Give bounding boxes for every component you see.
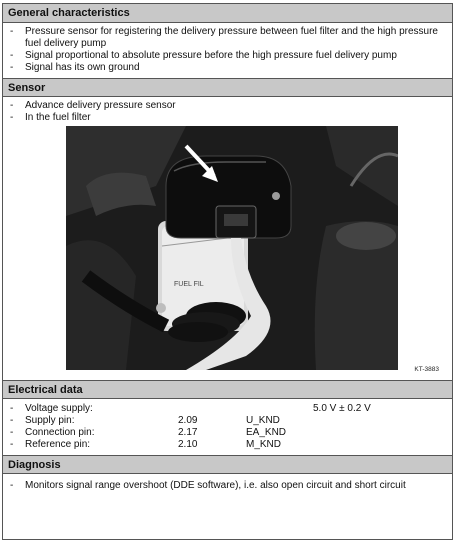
fuel-filter-illustration <box>66 126 398 370</box>
electrical-row <box>8 403 447 415</box>
electrical-row <box>8 415 447 427</box>
bullet-dash: - <box>10 26 14 37</box>
list-item <box>8 50 405 62</box>
svg-text:FUEL FIL: FUEL FIL <box>174 281 204 288</box>
section-body-sensor <box>3 97 452 380</box>
sensor-photo <box>66 126 398 370</box>
row-label: Reference pin: <box>25 439 91 450</box>
bullet-dash: - <box>10 480 14 491</box>
row-label: Supply pin: <box>25 415 75 426</box>
row-signal: M_KND <box>246 439 282 450</box>
list-item <box>8 112 447 124</box>
bullet-dash: - <box>10 50 14 61</box>
row-pin: 2.09 <box>178 415 198 426</box>
bullet-dash: - <box>10 415 14 426</box>
row-value: 5.0 V ± 0.2 V <box>313 403 371 414</box>
figure-code: KT-3883 <box>414 366 439 373</box>
bullet-dash: - <box>10 403 14 414</box>
row-label: Connection pin: <box>25 427 95 438</box>
bullet-dash: - <box>10 439 14 450</box>
row-signal: U_KND <box>246 415 280 426</box>
bullet-dash: - <box>10 112 14 123</box>
list-item <box>8 26 445 50</box>
section-body-general <box>3 23 452 78</box>
list-item <box>8 480 425 492</box>
list-item <box>8 100 447 112</box>
row-signal: EA_KND <box>246 427 287 438</box>
row-pin: 2.10 <box>178 439 198 450</box>
figure <box>8 124 447 380</box>
section-body-diagnosis <box>3 474 452 496</box>
list-item-text: In the fuel filter <box>25 112 91 123</box>
electrical-row <box>8 439 447 451</box>
section-body-electrical <box>3 399 452 455</box>
list-item-text: Monitors signal range overshoot (DDE software), i.e. also open circuit and short circuit <box>25 480 406 491</box>
list-item-text: Advance delivery pressure sensor <box>25 100 176 111</box>
section-header-general: General characteristics <box>3 4 452 23</box>
section-header-sensor: Sensor <box>3 78 452 97</box>
section-header-electrical: Electrical data <box>3 380 452 399</box>
bullet-dash: - <box>10 62 14 73</box>
bullet-dash: - <box>10 427 14 438</box>
bullet-dash: - <box>10 100 14 111</box>
row-pin: 2.17 <box>178 427 198 438</box>
list-item <box>8 62 447 74</box>
row-label: Voltage supply: <box>25 403 93 414</box>
list-item-text: Signal proportional to absolute pressure before the high pressure fuel delivery pump <box>25 50 397 61</box>
electrical-row <box>8 427 447 439</box>
list-item-text: Signal has its own ground <box>25 62 140 73</box>
info-table <box>2 3 453 540</box>
section-header-diagnosis: Diagnosis <box>3 455 452 474</box>
list-item-text: Pressure sensor for registering the delivery pressure between fuel filter and the high pressure fuel delivery pump <box>25 26 438 49</box>
